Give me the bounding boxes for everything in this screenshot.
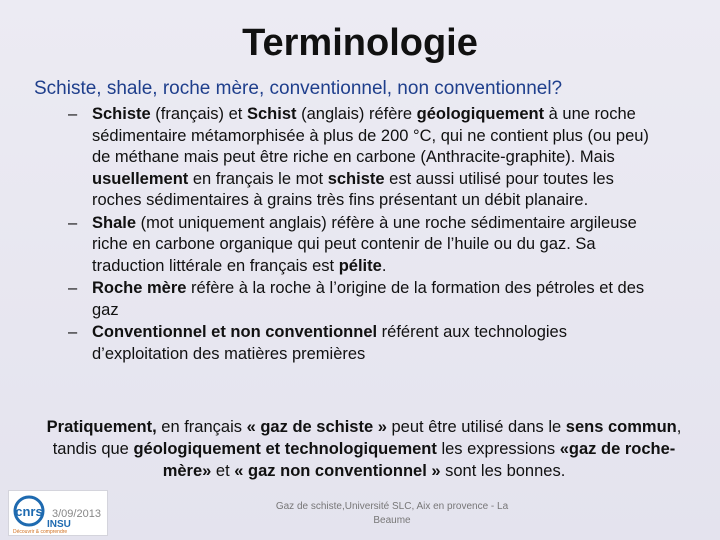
emphasis: « gaz de schiste » [246, 418, 387, 436]
text: peut être utilisé dans le [386, 418, 566, 436]
emphasis: sens commun [565, 418, 677, 436]
term-roche-mere: Roche mère [92, 279, 187, 297]
bullet-conventionnel [68, 322, 658, 365]
logo-text: cnrs [15, 504, 43, 519]
term-schist: Schist [246, 105, 297, 123]
emphasis: « gaz non conventionnel » [234, 462, 441, 480]
emphasis: schiste [327, 169, 385, 188]
text: , tandis que [52, 418, 682, 458]
bullet-schiste [68, 104, 658, 212]
slide-title: Terminologie [242, 22, 478, 64]
text: sont les bonnes. [440, 462, 566, 480]
definition-list [68, 104, 658, 366]
footer-date: 3/09/2013 [52, 508, 101, 520]
text: réfère à la roche à l’origine de la formation des pétroles et des gaz [92, 279, 645, 319]
logo-sub-text: INSU [47, 519, 71, 530]
text: en français [156, 418, 247, 436]
bullet-dash: – [68, 105, 78, 123]
bullet-dash: – [68, 279, 78, 297]
slide-subtitle: Schiste, shale, roche mère, conventionnel, non conventionnel? [34, 78, 563, 99]
text: et [211, 462, 235, 480]
bullet-roche-mere [68, 278, 658, 321]
text: est aussi utilisé pour toutes les roches sédimentaires à grains très fins présentant un débit planaire. [92, 169, 614, 209]
term-shale: Shale [92, 213, 137, 232]
term-conventionnel: Conventionnel et non conventionnel [92, 323, 378, 341]
text: (mot uniquement anglais) réfère à une roche sédimentaire argileuse riche en carbone organique qui peut contenir de l’huile ou du gaz. Sa traduction littérale en français est [92, 213, 637, 275]
emphasis: usuellement [92, 169, 189, 188]
logo-tagline: Découvrir & comprendre [13, 529, 68, 535]
footer-text: Gaz de schiste,Université SLC, Aix en provence - La Beaume [275, 501, 509, 526]
emphasis: Pratiquement, [46, 418, 157, 436]
emphasis: géologiquement et technologiquement [133, 440, 437, 458]
term-pelite: pélite [338, 256, 382, 275]
text: . [381, 256, 387, 275]
text: référent aux technologies d’exploitation des matières premières [92, 323, 567, 363]
emphasis: géologiquement [416, 105, 545, 123]
text: (français) et [150, 105, 247, 123]
bullet-shale [68, 213, 658, 278]
bullet-dash: – [68, 213, 78, 232]
text: les expressions [436, 440, 560, 458]
emphasis: «gaz de roche-mère» [162, 440, 676, 480]
conclusion-paragraph [34, 416, 694, 482]
text: (anglais) réfère [296, 105, 417, 123]
text: à une roche sédimentaire métamorphisée à plus de 200 °C, qui ne contient plus (ou peu) de méthane mais peut être riche en carbone (Anthracite-graphite). Mais [92, 105, 649, 166]
text: en français le mot [188, 169, 328, 188]
bullet-dash: – [68, 323, 78, 341]
term-schiste: Schiste [92, 105, 151, 123]
